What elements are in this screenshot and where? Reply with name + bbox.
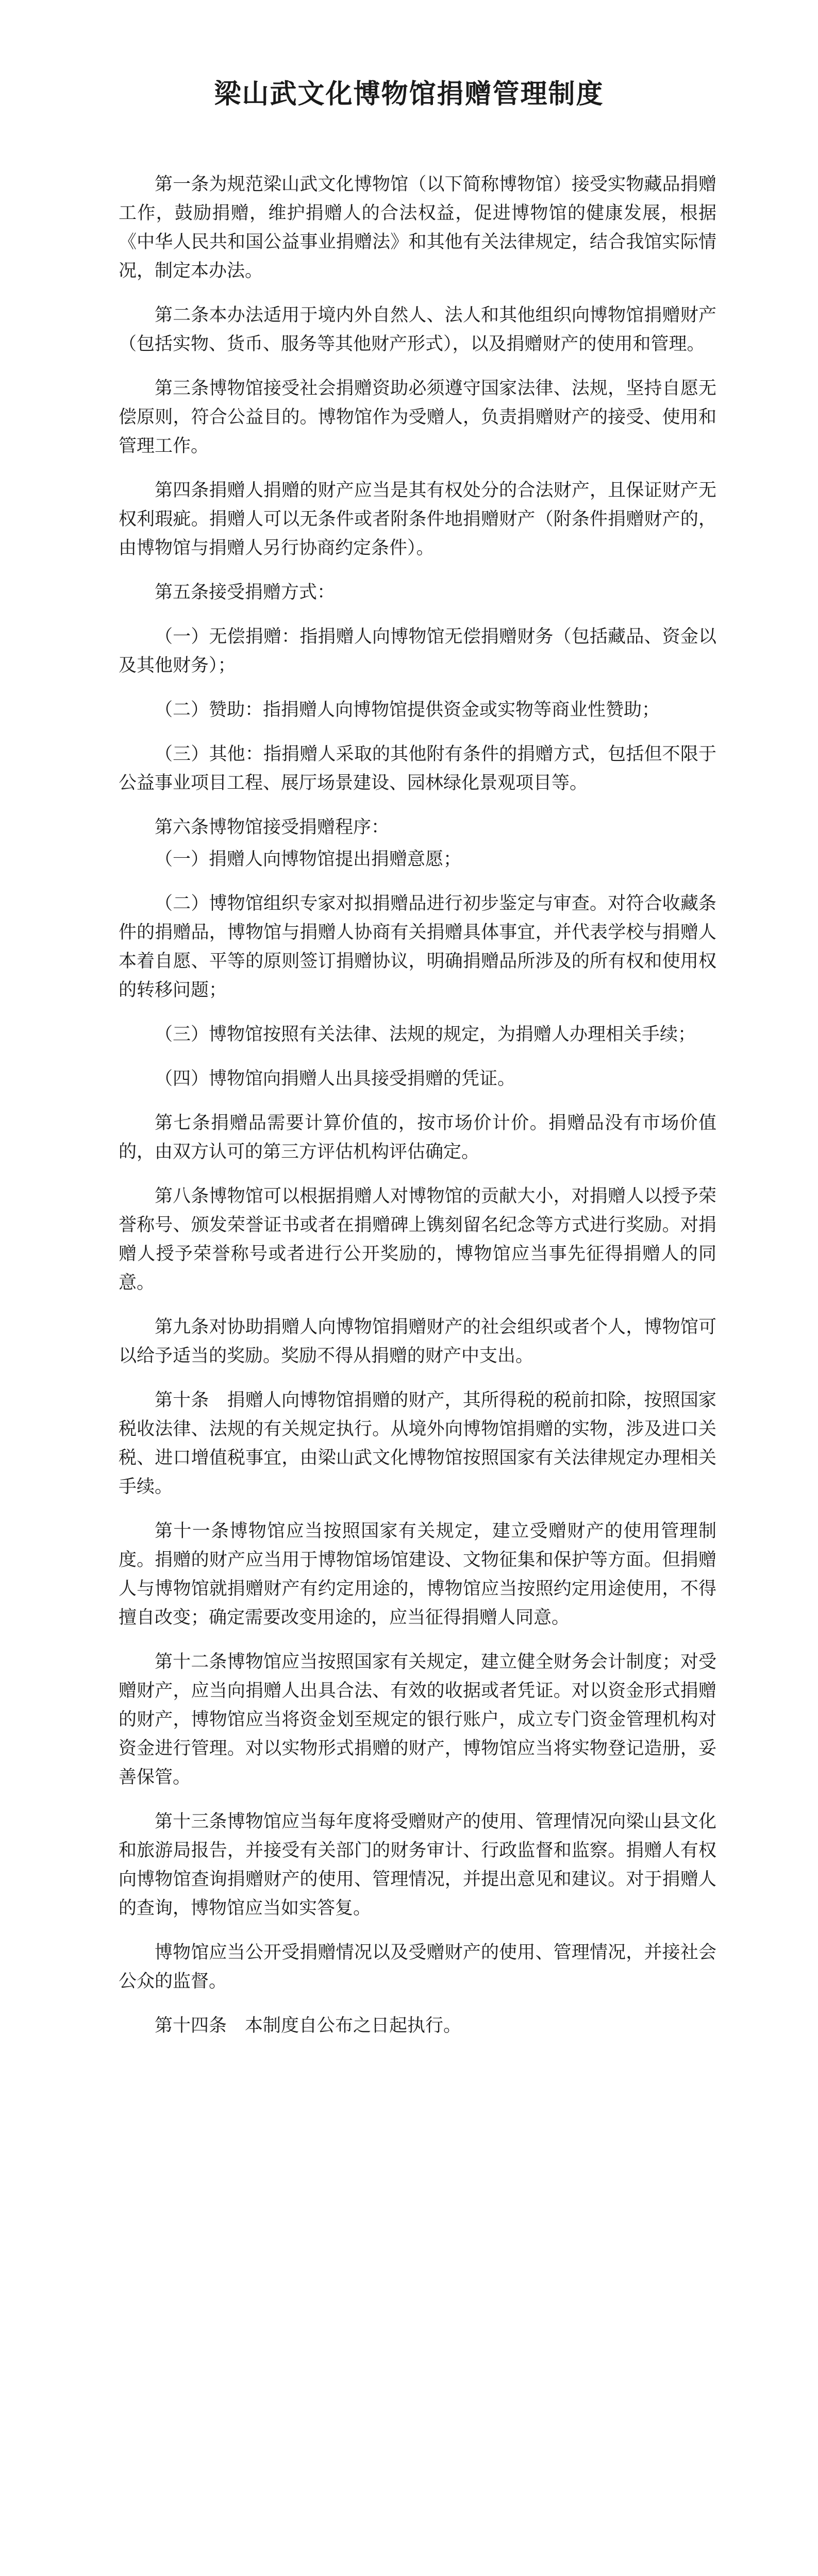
article-4: 第四条捐赠人捐赠的财产应当是其有权处分的合法财产，且保证财产无权利瑕疵。捐赠人可以无条件或者附条件地捐赠财产（附条件捐赠财产的，由博物馆与捐赠人另行协商约定条件）。 [119,480,716,558]
article-7: 第七条捐赠品需要计算价值的，按市场价计价。捐赠品没有市场价值的，由双方认可的第三方评估机构评估确定。 [119,1113,716,1162]
article-6-item-2: （二）博物馆组织专家对拟捐赠品进行初步鉴定与审查。对符合收藏条件的捐赠品，博物馆与捐赠人协商有关捐赠具体事宜，并代表学校与捐赠人本着自愿、平等的原则签订捐赠协议，明确捐赠品所涉及的所有权和使用权的转移问题； [119,893,716,1001]
article-5-heading: 第五条接受捐赠方式： [155,582,336,603]
article-6-item-3: （三）博物馆按照有关法律、法规的规定，为捐赠人办理相关手续； [155,1024,696,1045]
article-5-item-1: （一）无偿捐赠：指捐赠人向博物馆无偿捐赠财务（包括藏品、资金以及其他财务）； [119,626,716,676]
public-supervision-paragraph: 博物馆应当公开受捐赠情况以及受赠财产的使用、管理情况，并接社会公众的监督。 [119,1942,716,1992]
article-9: 第九条对协助捐赠人向博物馆捐赠财产的社会组织或者个人，博物馆可以给予适当的奖励。奖励不得从捐赠的财产中支出。 [119,1317,716,1366]
article-8: 第八条博物馆可以根据捐赠人对博物馆的贡献大小，对捐赠人以授予荣誉称号、颁发荣誉证书或者在捐赠碑上镌刻留名纪念等方式进行奖励。对捐赠人授予荣誉称号或者进行公开奖励的，博物馆应当事先征得捐赠人的同意。 [119,1186,716,1293]
article-13: 第十三条博物馆应当每年度将受赠财产的使用、管理情况向梁山县文化和旅游局报告，并接受有关部门的财务审计、行政监督和监察。捐赠人有权向博物馆查询捐赠财产的使用、管理情况，并提出意见和建议。对于捐赠人的查询，博物馆应当如实答复。 [119,1811,716,1919]
article-6-item-4: （四）博物馆向捐赠人出具接受捐赠的凭证。 [155,1069,516,1089]
article-6-item-1: （一）捐赠人向博物馆提出捐赠意愿； [155,849,462,870]
article-5-item-3: （三）其他：指捐赠人采取的其他附有条件的捐赠方式，包括但不限于公益事业项目工程、展厅场景建设、园林绿化景观项目等。 [119,744,716,793]
article-6-heading: 第六条博物馆接受捐赠程序： [155,817,390,838]
page-title: 梁山武文化博物馆捐赠管理制度 [214,79,604,110]
article-3: 第三条博物馆接受社会捐赠资助必须遵守国家法律、法规，坚持自愿无偿原则，符合公益目的。博物馆作为受赠人，负责捐赠财产的接受、使用和管理工作。 [119,378,716,456]
article-12: 第十二条博物馆应当按照国家有关规定，建立健全财务会计制度；对受赠财产，应当向捐赠人出具合法、有效的收据或者凭证。对以资金形式捐赠的财产，博物馆应当将资金划至规定的银行账户，成立专门资金管理机构对资金进行管理。对以实物形式捐赠的财产，博物馆应当将实物登记造册，妥善保管。 [119,1652,716,1788]
article-1: 第一条为规范梁山武文化博物馆（以下简称博物馆）接受实物藏品捐赠工作，鼓励捐赠，维护捐赠人的合法权益，促进博物馆的健康发展，根据《中华人民共和国公益事业捐赠法》和其他有关法律规定，结合我馆实际情况，制定本办法。 [119,174,716,281]
article-5-item-2: （二）赞助：指捐赠人向博物馆提供资金或实物等商业性赞助； [155,700,660,720]
article-14: 第十四条 本制度自公布之日起执行。 [155,2015,462,2036]
article-11: 第十一条博物馆应当按照国家有关规定，建立受赠财产的使用管理制度。捐赠的财产应当用于博物馆场馆建设、文物征集和保护等方面。但捐赠人与博物馆就捐赠财产有约定用途的，博物馆应当按照约定用途使用，不得擅自改变；确定需要改变用途的，应当征得捐赠人同意。 [119,1521,716,1628]
document-body [119,170,716,2056]
article-10: 第十条 捐赠人向博物馆捐赠的财产，其所得税的税前扣除，按照国家税收法律、法规的有关规定执行。从境外向博物馆捐赠的实物，涉及进口关税、进口增值税事宜，由梁山武文化博物馆按照国家有关法律规定办理相关手续。 [119,1390,716,1497]
article-2: 第二条本办法适用于境内外自然人、法人和其他组织向博物馆捐赠财产（包括实物、货币、服务等其他财产形式），以及捐赠财产的使用和管理。 [119,305,716,354]
